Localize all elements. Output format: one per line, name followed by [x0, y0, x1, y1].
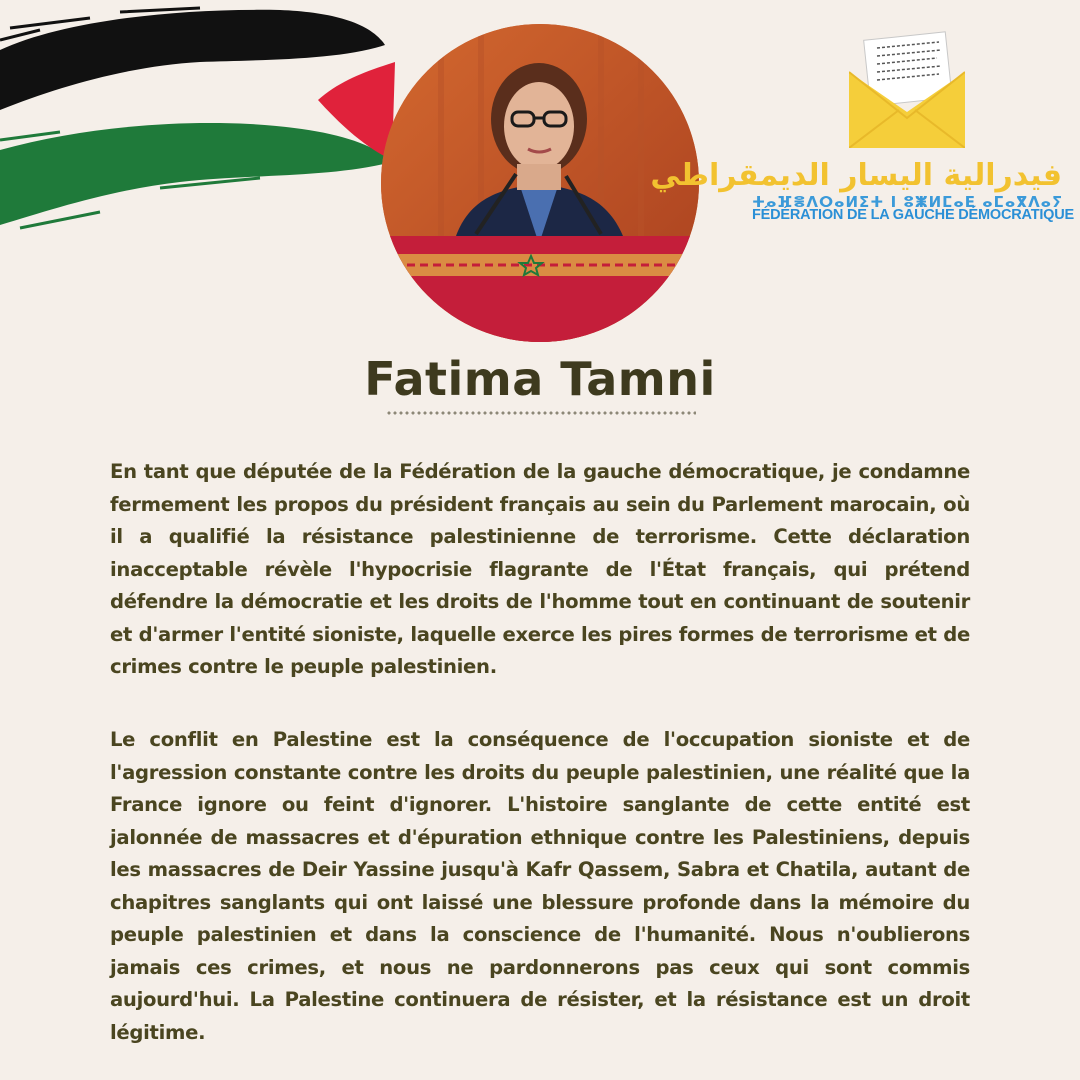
speaker-name: Fatima Tamni — [364, 352, 716, 406]
statement-paragraph-1: En tant que députée de la Fédération de la gauche démocratique, je condamne fermement les propos du président français au sein du Parlement marocain, où il a qualifié la résistance palestinienne de terrorisme. Cette déclaration inacceptable révèle l'hypocrisie flagrante de l'État français, qui prétend défendre la démocratie et les droits de l'homme tout en continuant de soutenir et d'armer l'entité sioniste, laquelle exerce les pires formes de terrorisme et de crimes contre le peuple palestinien. — [110, 460, 970, 678]
palestine-flag-brush — [0, 0, 400, 230]
statement-paragraph-2: Le conflit en Palestine est la conséquence de l'occupation sioniste et de l'agression constante contre les droits du peuple palestinien, une réalité que la France ignore ou feint d'ignorer. L'histoire sanglante de cette entité est jalonnée de massacres et d'épuration ethnique contre les Palestiniens, depuis les massacres de Deir Yassine jusqu'à Kafr Qassem, Sabra et Chatila, autant de chapitres sanglants qui ont laissé une blessure profonde dans la mémoire du peuple palestinien et dans la conscience de l'humanité. Nous n'oublierons jamais ces crimes, et nous ne pardonnerons pas ceux qui sont commis aujourd'hui. La Palestine continuera de résister, et la résistance est un droit légitime. — [110, 728, 970, 1044]
dotted-divider — [386, 411, 696, 415]
logo-arabic-text: فيدرالية اليسار الديمقراطي — [650, 158, 1062, 193]
party-logo — [650, 30, 1075, 230]
envelope-icon — [849, 30, 965, 148]
logo-tifinagh-text: ⵜⴰⴼⴻⴷⵔⴰⵍⵉⵜ ⵏ ⵓⵥⵍⵎⴰⴹ ⴰⵎⴰⴳⴷⴰⵢ — [752, 193, 1064, 211]
logo-french-text: FÉDÉRATION DE LA GAUCHE DÉMOCRATIQUE — [752, 207, 1075, 223]
